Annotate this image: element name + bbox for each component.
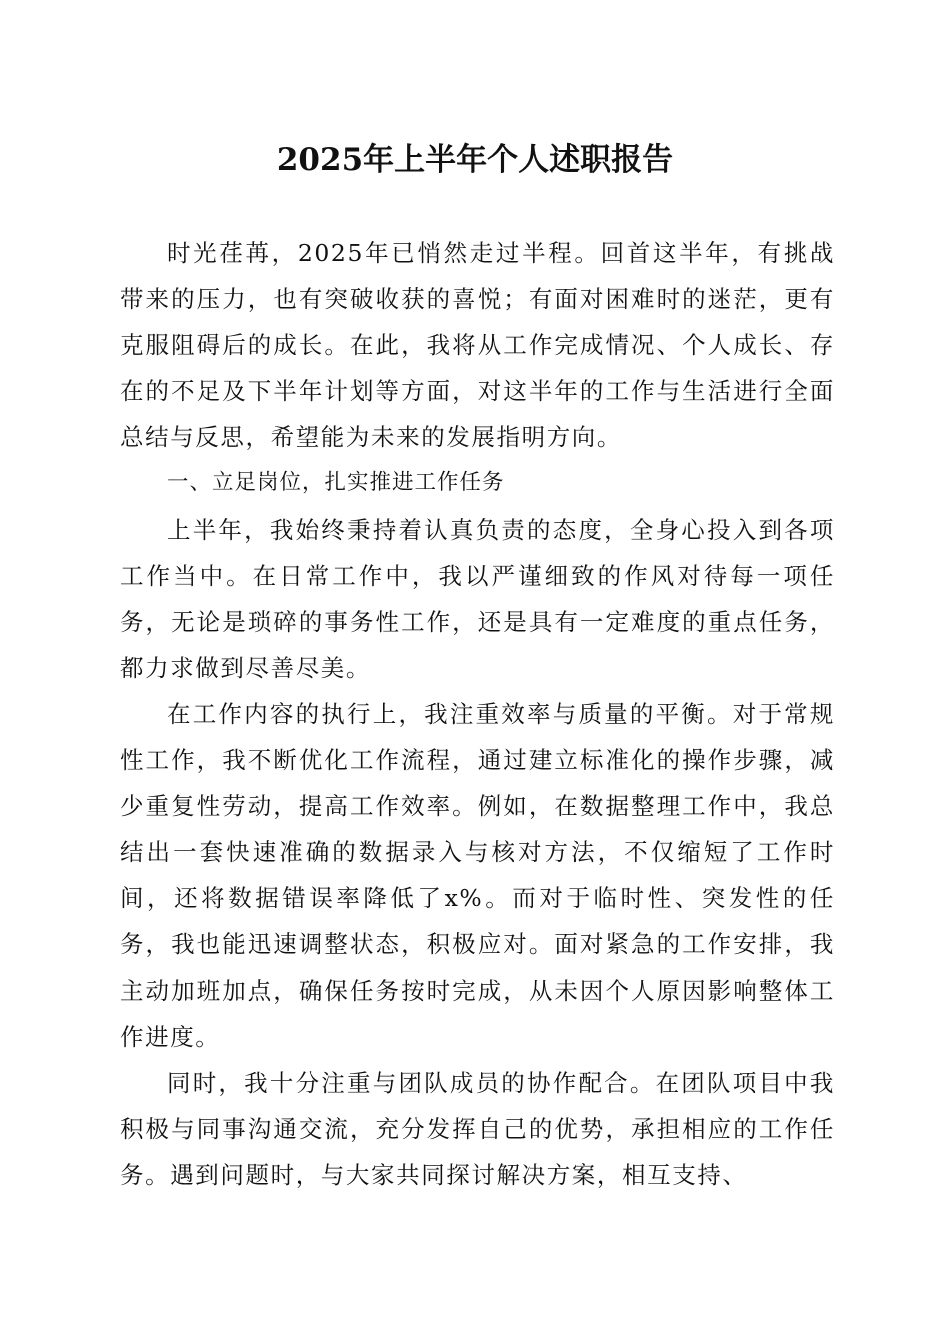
body-paragraph-1: 上半年，我始终秉持着认真负责的态度，全身心投入到各项工作当中。在日常工作中，我以严谨细致的作风对待每一项任务，无论是琐碎的事务性工作，还是具有一定难度的重点任务，都力求做到尽善尽美。 (120, 515, 835, 682)
intro-paragraph: 时光荏苒，2025年已悄然走过半程。回首这半年，有挑战带来的压力，也有突破收获的喜悦；有面对困难时的迷茫，更有克服阻碍后的成长。在此，我将从工作完成情况、个人成长、存在的不足及下半年计划等方面，对这半年的工作与生活进行全面总结与反思，希望能为未来的发展指明方向。 (120, 239, 835, 452)
body-paragraph-2: 在工作内容的执行上，我注重效率与质量的平衡。对于常规性工作，我不断优化工作流程，通过建立标准化的操作步骤，减少重复性劳动，提高工作效率。例如，在数据整理工作中，我总结出一套快速准确的数据录入与核对方法，不仅缩短了工作时间，还将数据错误率降低了x%。而对于临时性、突发性的任务，我也能迅速调整状态，积极应对。面对紧急的工作安排，我主动加班加点，确保任务按时完成，从未因个人原因影响整体工作进度。 (120, 699, 835, 1051)
document-body (120, 230, 835, 1198)
section-heading-1: 一、立足岗位，扎实推进工作任务 (167, 470, 505, 496)
document-title: 2025年上半年个人述职报告 (276, 142, 674, 178)
body-paragraph-3: 同时，我十分注重与团队成员的协作配合。在团队项目中我积极与同事沟通交流，充分发挥自己的优势，承担相应的工作任务。遇到问题时，与大家共同探讨解决方案，相互支持、 (120, 1068, 835, 1189)
